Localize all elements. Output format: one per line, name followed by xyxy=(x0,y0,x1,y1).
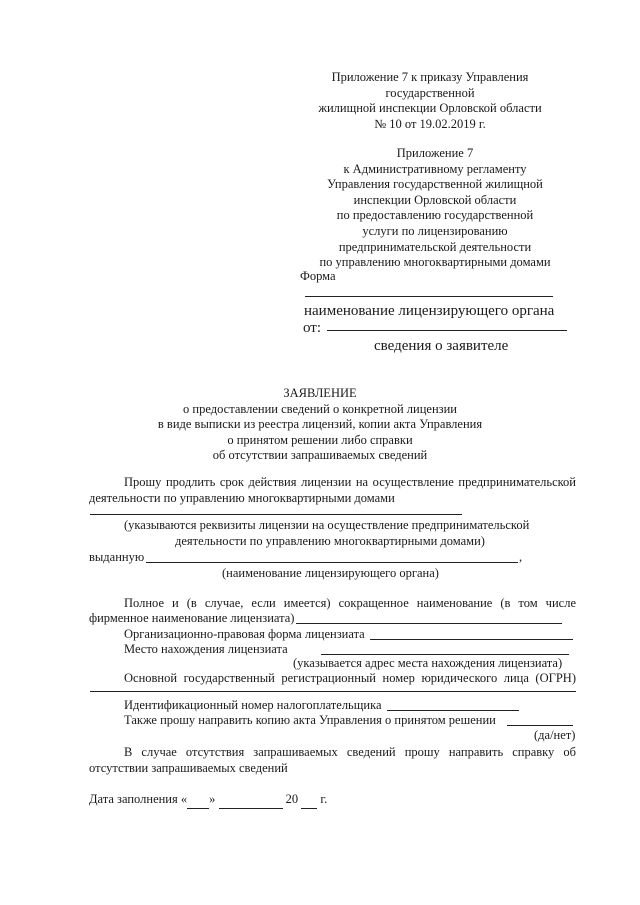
from-label: от: xyxy=(303,320,322,336)
location-caption: (указывается адрес места нахождения лицензиата) xyxy=(293,656,563,670)
location-label: Место нахождения лицензиата xyxy=(124,642,288,656)
license-details-caption: деятельности по управлению многоквартирными домами) xyxy=(175,534,485,548)
title-line: о принятом решении либо справки xyxy=(227,432,413,447)
header-line: Управления государственной жилищной xyxy=(327,177,543,192)
header-line: Приложение 7 к приказу Управления xyxy=(331,70,529,84)
document-title xyxy=(150,386,490,464)
title-line: о предоставлении сведений о конкретной лицензии xyxy=(183,401,457,416)
header-line: Приложение 7 xyxy=(396,146,474,160)
copy-request-label: Также прошу направить копию акта Управления о принятом решении xyxy=(124,713,496,727)
legal-form-field[interactable] xyxy=(370,639,573,640)
issued-label: выданную xyxy=(89,550,145,564)
inn-field[interactable] xyxy=(387,710,519,711)
header-line: № 10 от 19.02.2019 г. xyxy=(374,116,486,131)
header-line: жилищной инспекции Орловской области xyxy=(318,101,542,116)
licensee-name-line: фирменное наименование лицензиата) xyxy=(89,611,295,625)
date-suffix: г. xyxy=(320,792,328,806)
applicant-caption: сведения о заявителе xyxy=(374,338,509,354)
header-line: услуги по лицензированию xyxy=(362,223,508,238)
licensee-name-field[interactable] xyxy=(296,623,562,624)
issued-comma: , xyxy=(519,550,523,564)
regulation-appendix-header xyxy=(290,146,580,271)
header-line: к Административному регламенту xyxy=(343,161,527,176)
no-data-request-line: отсутствии запрашиваемых сведений xyxy=(89,761,288,775)
issuing-authority-caption: (наименование лицензирующего органа) xyxy=(222,566,439,580)
date-month-field[interactable] xyxy=(219,792,283,809)
license-details-field[interactable] xyxy=(90,514,462,515)
header-line: по предоставлению государственной xyxy=(336,208,534,223)
location-field[interactable] xyxy=(321,654,569,655)
license-details-caption: (указываются реквизиты лицензии на осуществление предпринимательской xyxy=(124,518,530,532)
order-appendix-header xyxy=(300,70,560,132)
header-line: государственной xyxy=(385,85,475,100)
title-heading: ЗАЯВЛЕНИЕ xyxy=(283,386,357,400)
issuing-authority-field[interactable] xyxy=(146,562,518,563)
date-row xyxy=(89,792,327,809)
form-label: Форма xyxy=(300,269,336,283)
date-close-quote: » xyxy=(209,792,216,806)
no-data-request-line: В случае отсутствия запрашиваемых сведений прошу направить справку об xyxy=(124,745,576,759)
header-line: по управлению многоквартирными домами xyxy=(319,255,551,270)
date-year-prefix: 20 xyxy=(285,792,299,806)
header-line: предпринимательской деятельности xyxy=(338,239,532,254)
inn-label: Идентификационный номер налогоплательщика xyxy=(124,698,382,712)
date-day-field[interactable] xyxy=(187,792,209,809)
header-line: инспекции Орловской области xyxy=(353,192,517,207)
extend-license-request-line: Прошу продлить срок действия лицензии на осуществление предпринимательской xyxy=(124,475,576,489)
date-label: Дата заполнения « xyxy=(89,792,188,806)
licensee-name-line: Полное и (в случае, если имеется) сокращенное наименование (в том числе xyxy=(124,596,576,610)
title-line: в виде выписки из реестра лицензий, копии акта Управления xyxy=(157,417,483,432)
applicant-field[interactable] xyxy=(327,330,567,331)
extend-license-request-line: деятельности по управлению многоквартирными домами xyxy=(89,491,395,505)
ogrn-label: Основной государственный регистрационный номер юридического лица (ОГРН) xyxy=(124,671,576,685)
title-line: об отсутствии запрашиваемых сведений xyxy=(212,448,428,463)
yes-no-caption: (да/нет) xyxy=(534,728,576,742)
legal-form-label: Организационно-правовая форма лицензиата xyxy=(124,627,365,641)
licensing-authority-field[interactable] xyxy=(305,296,553,297)
copy-request-field[interactable] xyxy=(507,725,573,726)
ogrn-field[interactable] xyxy=(90,691,576,692)
licensing-authority-caption: наименование лицензирующего органа xyxy=(304,303,555,319)
date-year-field[interactable] xyxy=(301,792,317,809)
